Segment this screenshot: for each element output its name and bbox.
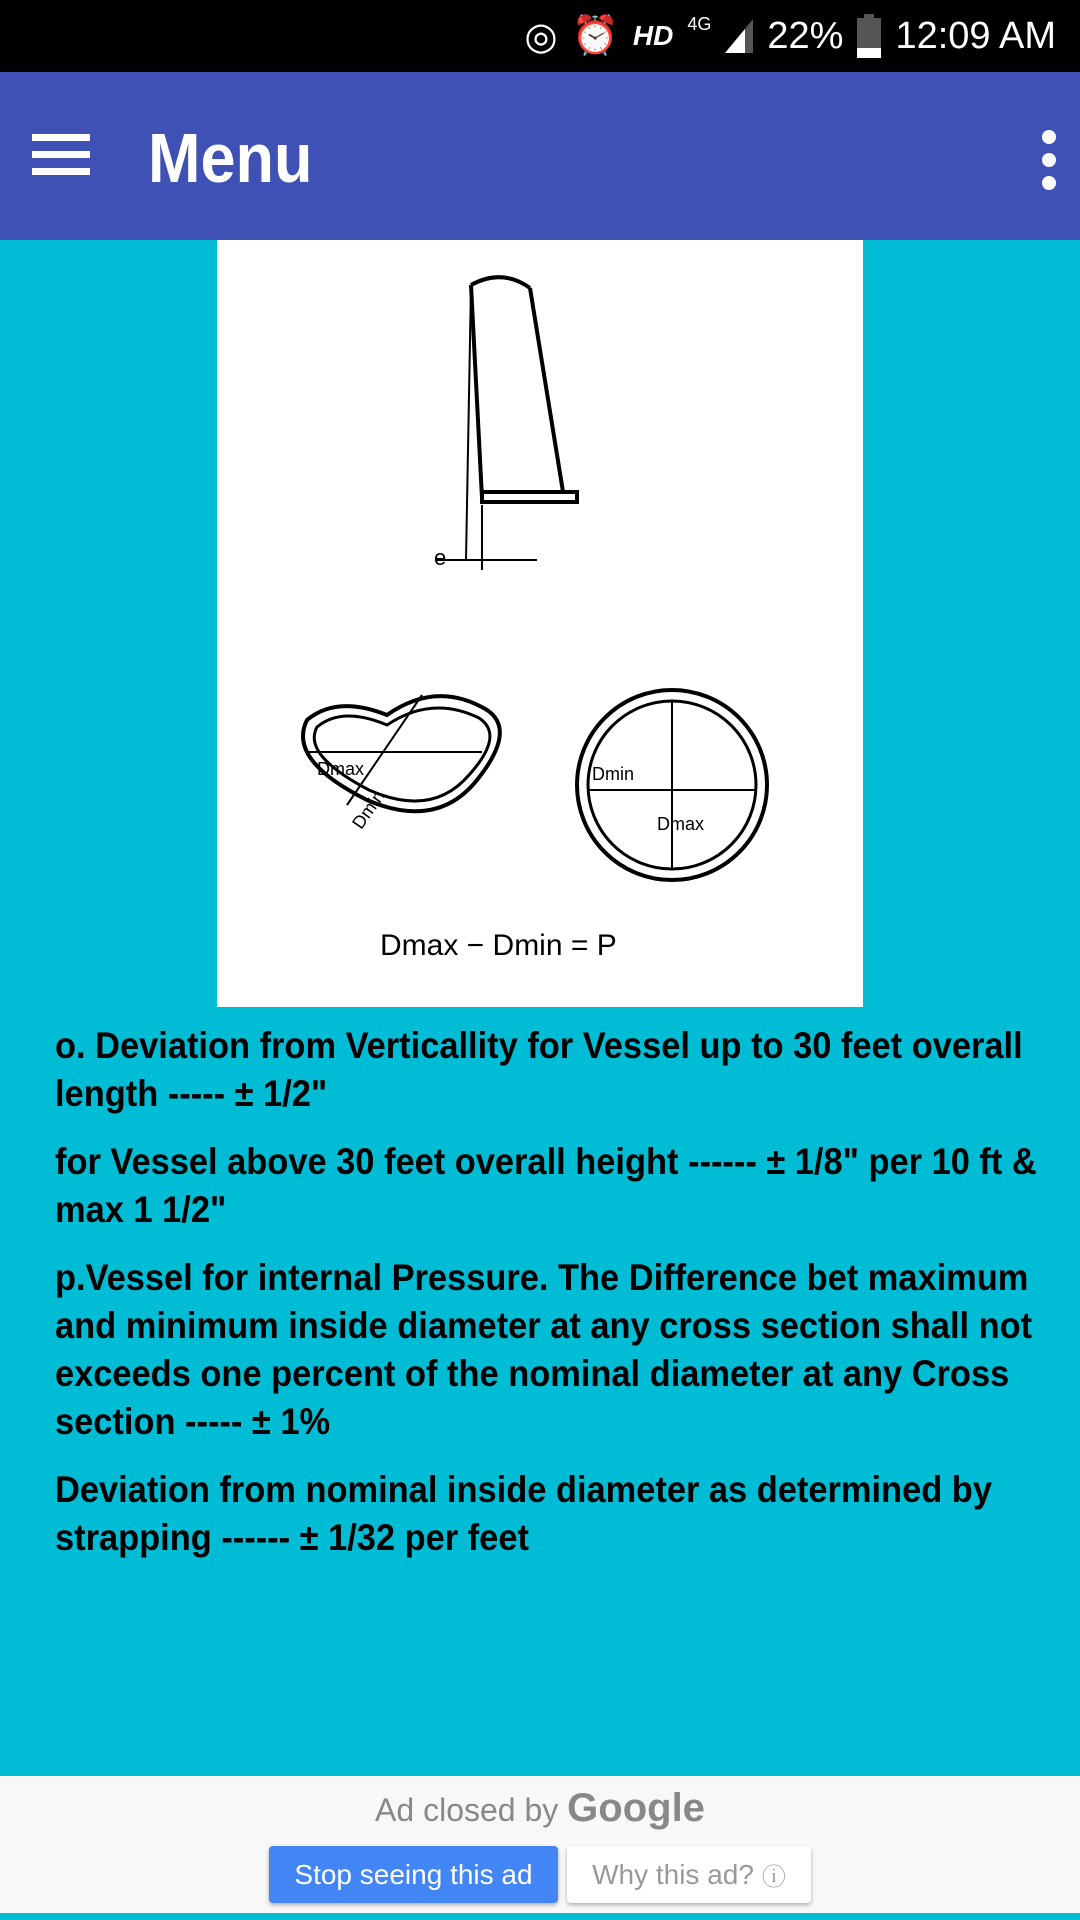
why-this-ad-label: Why this ad? [592, 1858, 754, 1890]
paragraph: Deviation from nominal inside diameter as determined by strapping ------ ± 1/32 per feet [55, 1469, 992, 1558]
app-bar [0, 72, 1080, 240]
dmax-label-right: Dmax [657, 814, 705, 834]
tolerance-text [55, 1022, 1045, 1582]
clock: 12:09 AM [895, 14, 1056, 57]
hotspot-icon: ◎ [524, 15, 558, 58]
alarm-icon: ⏰ [571, 15, 619, 57]
status-bar [0, 0, 1080, 72]
paragraph: o. Deviation from Verticallity for Vessel up to 30 feet overall length ----- ± 1/2" [55, 1025, 1023, 1114]
more-options-icon[interactable] [1042, 130, 1056, 199]
paragraph: for Vessel above 30 feet overall height ------ ± 1/8" per 10 ft & max 1 1/2" [55, 1141, 1037, 1230]
e-label: e [434, 545, 447, 570]
formula-label: Dmax − Dmin = P [380, 929, 617, 962]
google-logo: Google [567, 1786, 705, 1830]
battery-percent: 22% [767, 14, 844, 57]
ad-banner [0, 1776, 1080, 1913]
dmax-label-left: Dmax [317, 759, 365, 779]
dmin-label-left: Dmin [348, 786, 389, 833]
info-icon: ⓘ [761, 1864, 786, 1891]
why-this-ad-button[interactable] [567, 1846, 811, 1903]
ad-closed-label: Ad closed by [375, 1792, 559, 1828]
hamburger-menu-icon[interactable] [32, 134, 90, 176]
network-label: 4G [687, 14, 712, 34]
battery-icon [857, 14, 881, 58]
tolerance-diagram [217, 240, 863, 1007]
signal-icon [725, 19, 753, 53]
hd-label: HD [632, 20, 674, 51]
page-title: Menu [148, 119, 313, 197]
vessel-tolerance-figure [217, 240, 863, 1007]
dmin-label-right: Dmin [592, 764, 635, 784]
paragraph: p.Vessel for internal Pressure. The Difference bet maximum and minimum inside diameter at any cross section shall not exceeds one percent of the nominal diameter at any Cross section ----- ± 1% [55, 1257, 1033, 1442]
stop-seeing-ad-button[interactable]: Stop seeing this ad [269, 1846, 558, 1903]
ad-closed-text [0, 1786, 1080, 1831]
